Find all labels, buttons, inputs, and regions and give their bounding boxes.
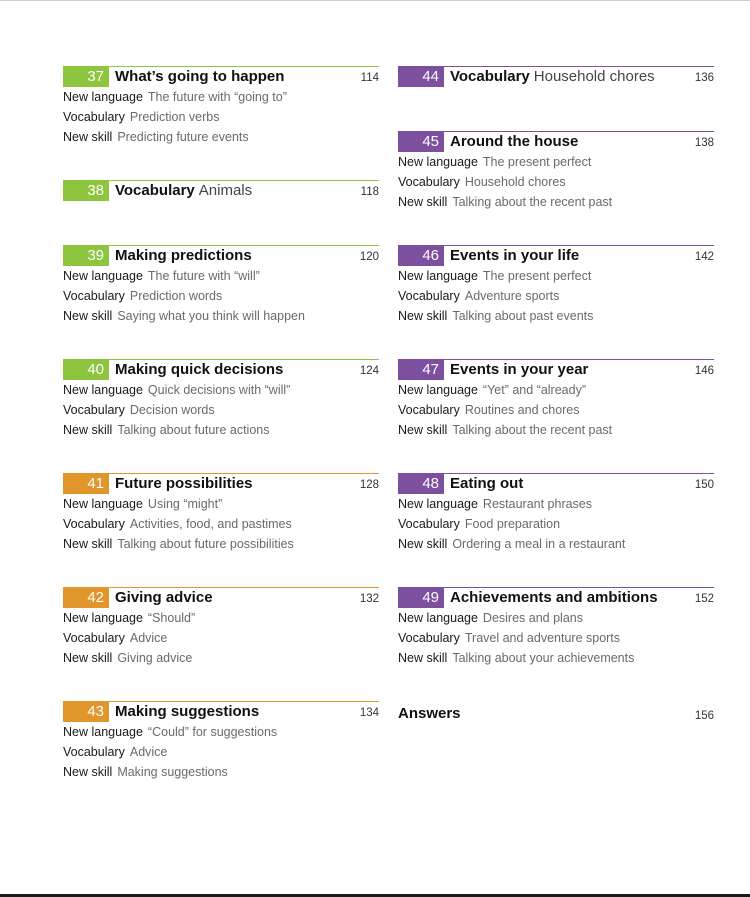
page-number: 114 — [360, 72, 379, 84]
entry-header — [63, 587, 379, 608]
new-language-label: New language — [398, 155, 478, 169]
entry-header — [398, 245, 714, 266]
new-skill-value: Giving advice — [117, 651, 193, 665]
answers-title: Answers — [398, 705, 461, 722]
vocabulary-label: Vocabulary — [63, 631, 125, 645]
vocabulary-value: Household chores — [464, 175, 566, 189]
vocabulary-label: Vocabulary — [63, 289, 125, 303]
unit-title: Giving advice — [115, 589, 213, 606]
new-language-label: New language — [63, 269, 143, 283]
entry-header — [63, 701, 379, 722]
toc-entry-46[interactable] — [398, 245, 714, 326]
new-skill-line — [63, 534, 379, 554]
toc-entry-37[interactable] — [63, 66, 379, 147]
new-language-value: The present perfect — [482, 269, 592, 283]
new-skill-label: New skill — [63, 651, 113, 665]
unit-number-badge: 39 — [63, 246, 109, 266]
vocabulary-line — [63, 514, 379, 534]
page-number: 156 — [694, 710, 714, 722]
top-rule — [0, 0, 750, 1]
vocabulary-line — [398, 514, 714, 534]
vocabulary-label: Vocabulary — [398, 517, 460, 531]
unit-title: Making quick decisions — [115, 361, 284, 378]
new-skill-line — [63, 306, 379, 326]
unit-number-badge: 45 — [398, 132, 444, 152]
unit-subtitle: Household chores — [533, 68, 655, 85]
entry-header — [398, 359, 714, 380]
vocabulary-label: Vocabulary — [63, 745, 125, 759]
unit-title: Vocabulary — [115, 182, 195, 199]
entry-header — [63, 473, 379, 494]
new-language-label: New language — [63, 497, 143, 511]
unit-number-badge: 44 — [398, 67, 444, 87]
toc-entry-44[interactable] — [398, 66, 714, 87]
unit-number-badge: 43 — [63, 702, 109, 722]
vocabulary-label: Vocabulary — [63, 403, 125, 417]
entry-header — [398, 131, 714, 152]
toc-entry-38[interactable] — [63, 180, 379, 201]
unit-title: Making suggestions — [115, 703, 260, 720]
vocabulary-label: Vocabulary — [398, 175, 460, 189]
vocabulary-value: Food preparation — [464, 517, 561, 531]
new-skill-value: Talking about the recent past — [452, 423, 613, 437]
new-skill-line — [398, 648, 714, 668]
page-number: 118 — [360, 186, 379, 198]
unit-title: Events in your life — [450, 247, 580, 264]
vocabulary-line — [63, 107, 379, 127]
unit-title: Vocabulary — [450, 68, 530, 85]
vocabulary-label: Vocabulary — [398, 403, 460, 417]
vocabulary-line — [398, 400, 714, 420]
entry-header — [398, 587, 714, 608]
new-skill-value: Talking about the recent past — [452, 195, 613, 209]
page-number: 146 — [694, 365, 714, 377]
new-language-value: “Yet” and “already” — [482, 383, 586, 397]
vocabulary-value: Advice — [129, 631, 168, 645]
new-skill-line — [398, 420, 714, 440]
vocabulary-value: Travel and adventure sports — [464, 631, 621, 645]
new-language-value: The future with “will” — [147, 269, 260, 283]
vocabulary-line — [398, 286, 714, 306]
unit-title: Future possibilities — [115, 475, 253, 492]
page-number: 124 — [359, 365, 379, 377]
new-skill-line — [398, 534, 714, 554]
entry-header — [398, 66, 714, 87]
new-skill-value: Predicting future events — [117, 130, 249, 144]
vocabulary-line — [63, 400, 379, 420]
new-skill-label: New skill — [63, 309, 113, 323]
new-skill-line — [63, 762, 379, 782]
toc-entry-42[interactable] — [63, 587, 379, 668]
entry-header — [63, 359, 379, 380]
toc-entry-41[interactable] — [63, 473, 379, 554]
unit-number-badge: 47 — [398, 360, 444, 380]
new-skill-value: Talking about future possibilities — [117, 537, 294, 551]
toc-entry-43[interactable] — [63, 701, 379, 782]
vocabulary-label: Vocabulary — [63, 517, 125, 531]
unit-number-badge: 48 — [398, 474, 444, 494]
unit-number-badge: 42 — [63, 588, 109, 608]
new-skill-label: New skill — [63, 423, 113, 437]
vocabulary-value: Decision words — [129, 403, 215, 417]
entry-header — [63, 245, 379, 266]
vocabulary-label: Vocabulary — [398, 289, 460, 303]
new-language-line — [398, 608, 714, 628]
new-language-label: New language — [63, 383, 143, 397]
unit-title: Around the house — [450, 133, 579, 150]
new-language-label: New language — [398, 269, 478, 283]
new-language-line — [63, 722, 379, 742]
new-skill-label: New skill — [398, 651, 448, 665]
unit-title: Making predictions — [115, 247, 252, 264]
new-language-line — [63, 608, 379, 628]
page-number: 136 — [694, 72, 714, 84]
unit-number-badge: 38 — [63, 181, 109, 201]
vocabulary-value: Prediction verbs — [129, 110, 220, 124]
page-number: 132 — [359, 593, 379, 605]
entry-header — [63, 66, 379, 87]
unit-number-badge: 40 — [63, 360, 109, 380]
unit-title: Events in your year — [450, 361, 589, 378]
toc-entry-45[interactable] — [398, 131, 714, 212]
new-skill-label: New skill — [398, 195, 448, 209]
new-language-label: New language — [63, 611, 143, 625]
new-skill-label: New skill — [63, 537, 113, 551]
vocabulary-value: Activities, food, and pastimes — [129, 517, 292, 531]
toc-entry-39[interactable] — [63, 245, 379, 326]
vocabulary-label: Vocabulary — [398, 631, 460, 645]
new-skill-label: New skill — [63, 765, 113, 779]
new-language-value: Desires and plans — [482, 611, 583, 625]
vocabulary-line — [63, 628, 379, 648]
new-language-value: The future with “going to” — [147, 90, 287, 104]
new-language-value: Quick decisions with “will” — [147, 383, 291, 397]
new-language-value: “Should” — [147, 611, 196, 625]
new-skill-line — [63, 127, 379, 147]
toc-entry-48[interactable] — [398, 473, 714, 554]
page-number: 120 — [359, 251, 379, 263]
new-language-line — [398, 266, 714, 286]
entry-header — [398, 473, 714, 494]
unit-number-badge: 46 — [398, 246, 444, 266]
new-language-label: New language — [398, 611, 478, 625]
page-number: 128 — [359, 479, 379, 491]
new-language-line — [398, 494, 714, 514]
toc-entry-40[interactable] — [63, 359, 379, 440]
new-language-label: New language — [63, 725, 143, 739]
new-language-value: The present perfect — [482, 155, 592, 169]
page-number: 142 — [694, 251, 714, 263]
unit-subtitle: Animals — [198, 182, 253, 199]
new-language-line — [398, 152, 714, 172]
new-language-line — [63, 266, 379, 286]
new-language-label: New language — [398, 497, 478, 511]
vocabulary-value: Adventure sports — [464, 289, 560, 303]
unit-number-badge: 49 — [398, 588, 444, 608]
new-language-label: New language — [398, 383, 478, 397]
vocabulary-line — [63, 742, 379, 762]
page-number: 152 — [694, 593, 714, 605]
new-skill-value: Talking about your achievements — [452, 651, 635, 665]
vocabulary-value: Prediction words — [129, 289, 223, 303]
unit-title: Eating out — [450, 475, 524, 492]
new-skill-value: Talking about future actions — [117, 423, 270, 437]
unit-number-badge: 41 — [63, 474, 109, 494]
page-number: 134 — [359, 707, 379, 719]
page-number: 150 — [694, 479, 714, 491]
new-skill-value: Making suggestions — [117, 765, 228, 779]
vocabulary-line — [398, 628, 714, 648]
new-language-value: Using “might” — [147, 497, 223, 511]
new-language-line — [398, 380, 714, 400]
new-language-line — [63, 87, 379, 107]
unit-title: Achievements and ambitions — [450, 589, 658, 606]
new-skill-line — [63, 420, 379, 440]
new-skill-label: New skill — [398, 537, 448, 551]
unit-title: What’s going to happen — [115, 68, 285, 85]
vocabulary-line — [63, 286, 379, 306]
new-skill-label: New skill — [398, 423, 448, 437]
new-language-label: New language — [63, 90, 143, 104]
new-skill-value: Talking about past events — [452, 309, 594, 323]
new-skill-value: Ordering a meal in a restaurant — [452, 537, 626, 551]
toc-entry-49[interactable] — [398, 587, 714, 668]
vocabulary-line — [398, 172, 714, 192]
entry-header — [63, 180, 379, 201]
vocabulary-value: Routines and chores — [464, 403, 580, 417]
toc-entry-47[interactable] — [398, 359, 714, 440]
unit-number-badge: 37 — [63, 67, 109, 87]
new-skill-label: New skill — [398, 309, 448, 323]
new-language-line — [63, 380, 379, 400]
new-skill-label: New skill — [63, 130, 113, 144]
new-skill-line — [398, 306, 714, 326]
vocabulary-label: Vocabulary — [63, 110, 125, 124]
page-number: 138 — [694, 137, 714, 149]
new-language-line — [63, 494, 379, 514]
new-skill-value: Saying what you think will happen — [117, 309, 305, 323]
vocabulary-value: Advice — [129, 745, 168, 759]
new-skill-line — [63, 648, 379, 668]
toc-entry-answers[interactable] — [398, 704, 714, 724]
new-skill-line — [398, 192, 714, 212]
new-language-value: “Could” for suggestions — [147, 725, 278, 739]
new-language-value: Restaurant phrases — [482, 497, 593, 511]
